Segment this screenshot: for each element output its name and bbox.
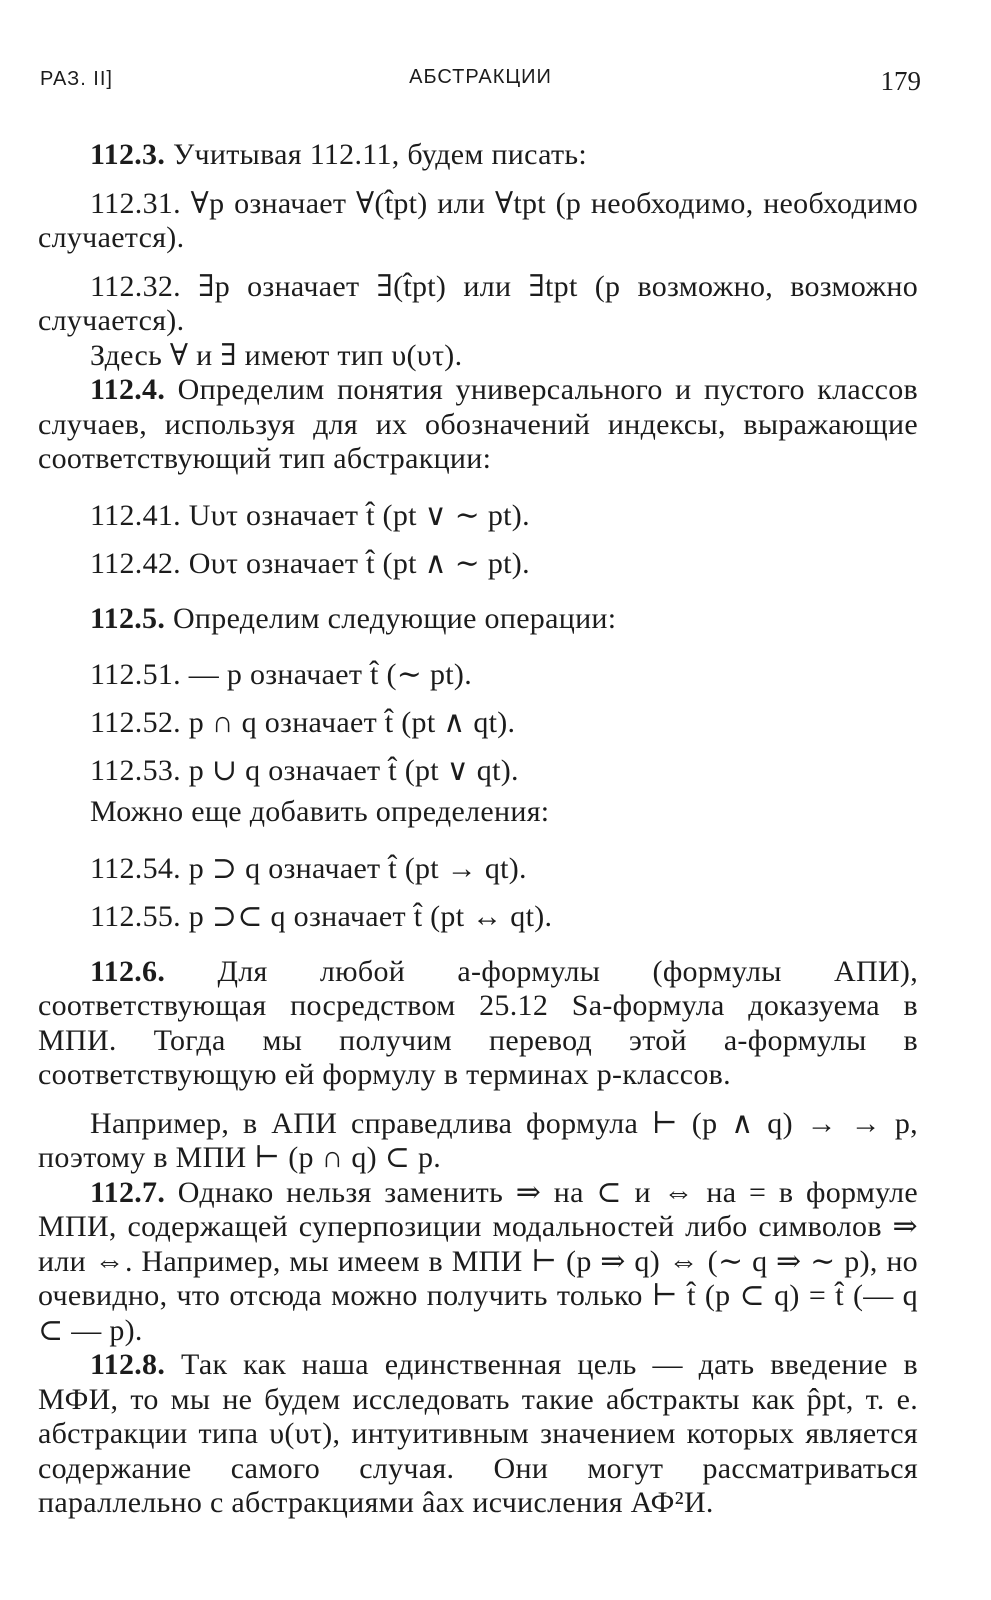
definitions-extra — [38, 845, 918, 941]
paragraph-text: Для любой a-формулы (формулы АПИ), соответствующая посредством 25.12 Sa-формула доказуема в МПИ. Тогда мы получим перевод этой a-формулы в соответствующую ей формулу в терминах p-классов. — [38, 954, 918, 1091]
section-number: 112.8. — [90, 1348, 166, 1381]
section-number: 112.6. — [90, 954, 166, 988]
section-number: 112.5. — [90, 601, 166, 635]
paragraph-example: Например, в АПИ справедлива формула ⊢ (p ∧ q) → → p, поэтому в МПИ ⊢ (p ∩ q) ⊂ p. — [38, 1106, 918, 1174]
paragraph-text: Однако нельзя заменить ⇒ на ⊂ и ⇔ на = в формуле МПИ, содержащей суперпозиции модальностей либо символов ⇒ или ⇔. Например, мы имеем в МПИ ⊢ (p ⇒ q) ⇔ (∼ q ⇒ ∼ p), но очевидно, что отсюда можно получить только ⊢ t̂ (p ⊂ q) = t̂ (— q ⊂ — p). — [38, 1175, 918, 1347]
paragraph-text: Учитывая 112.11, будем писать: — [165, 138, 588, 171]
definition-112-54: 112.54. p ⊃ q означает t̂ (pt → qt). — [90, 851, 527, 885]
page-body — [38, 138, 918, 1521]
paragraph-more-definitions: Можно еще добавить определения: — [90, 795, 550, 828]
definition-112-51: 112.51. — p означает t̂ (∼ pt). — [90, 658, 473, 691]
definition-112-42: 112.42. Oυτ означает t̂ (pt ∧ ∼ pt). — [90, 546, 530, 580]
paragraph-112-8 — [38, 1348, 918, 1521]
section-number: 112.4. — [90, 373, 166, 406]
paragraph-112-32: 112.32. ∃p означает ∃(t̂pt) или ∃tpt (p возможно, возможно случается). — [38, 269, 918, 337]
paragraph-112-31: 112.31. ∀p означает ∀(t̂pt) или ∀tpt (p необходимо, необходимо случается). — [38, 186, 918, 254]
paragraph-112-5 — [38, 602, 918, 637]
chapter-reference: РАЗ. II] — [40, 68, 113, 90]
definition-112-55: 112.55. p ⊃⊂ q означает t̂ (pt ↔ qt). — [90, 899, 553, 933]
definition-112-53: 112.53. p ∪ q означает t̂ (pt ∨ qt). — [90, 754, 519, 787]
running-header — [40, 62, 921, 102]
running-title: АБСТРАКЦИИ — [409, 66, 552, 88]
paragraph-112-4 — [38, 373, 918, 477]
paragraph-112-6 — [38, 955, 918, 1093]
paragraph-text: Так как наша единственная цель — дать введение в МФИ, то мы не будем исследовать такие абстракты как p̂pt, т. е. абстракции типа υ(υτ), интуитивным значением которых является содержание самого случая. Они могут рассматриваться параллельно с абстракциями âax исчисления АФ²И. — [38, 1348, 918, 1519]
definitions-universal-empty — [38, 492, 918, 588]
section-number: 112.7. — [90, 1175, 166, 1209]
paragraph-text: Определим следующие операции: — [165, 601, 617, 635]
definitions-operations — [38, 651, 918, 795]
definition-112-41: 112.41. Uυτ означает t̂ (pt ∨ ∼ pt). — [90, 498, 530, 532]
paragraph-text: Определим понятия универсального и пустого классов случаев, используя для их обозначений индексы, выражающие соответствующий тип абстракции: — [38, 373, 918, 475]
paragraph-112-3 — [38, 138, 918, 173]
section-number: 112.3. — [90, 138, 166, 171]
paragraph-types-note: Здесь ∀ и ∃ имеют тип υ(υτ). — [90, 338, 463, 372]
paragraph-112-7 — [38, 1176, 918, 1349]
page-number: 179 — [880, 66, 921, 96]
definition-112-52: 112.52. p ∩ q означает t̂ (pt ∧ qt). — [90, 706, 516, 739]
